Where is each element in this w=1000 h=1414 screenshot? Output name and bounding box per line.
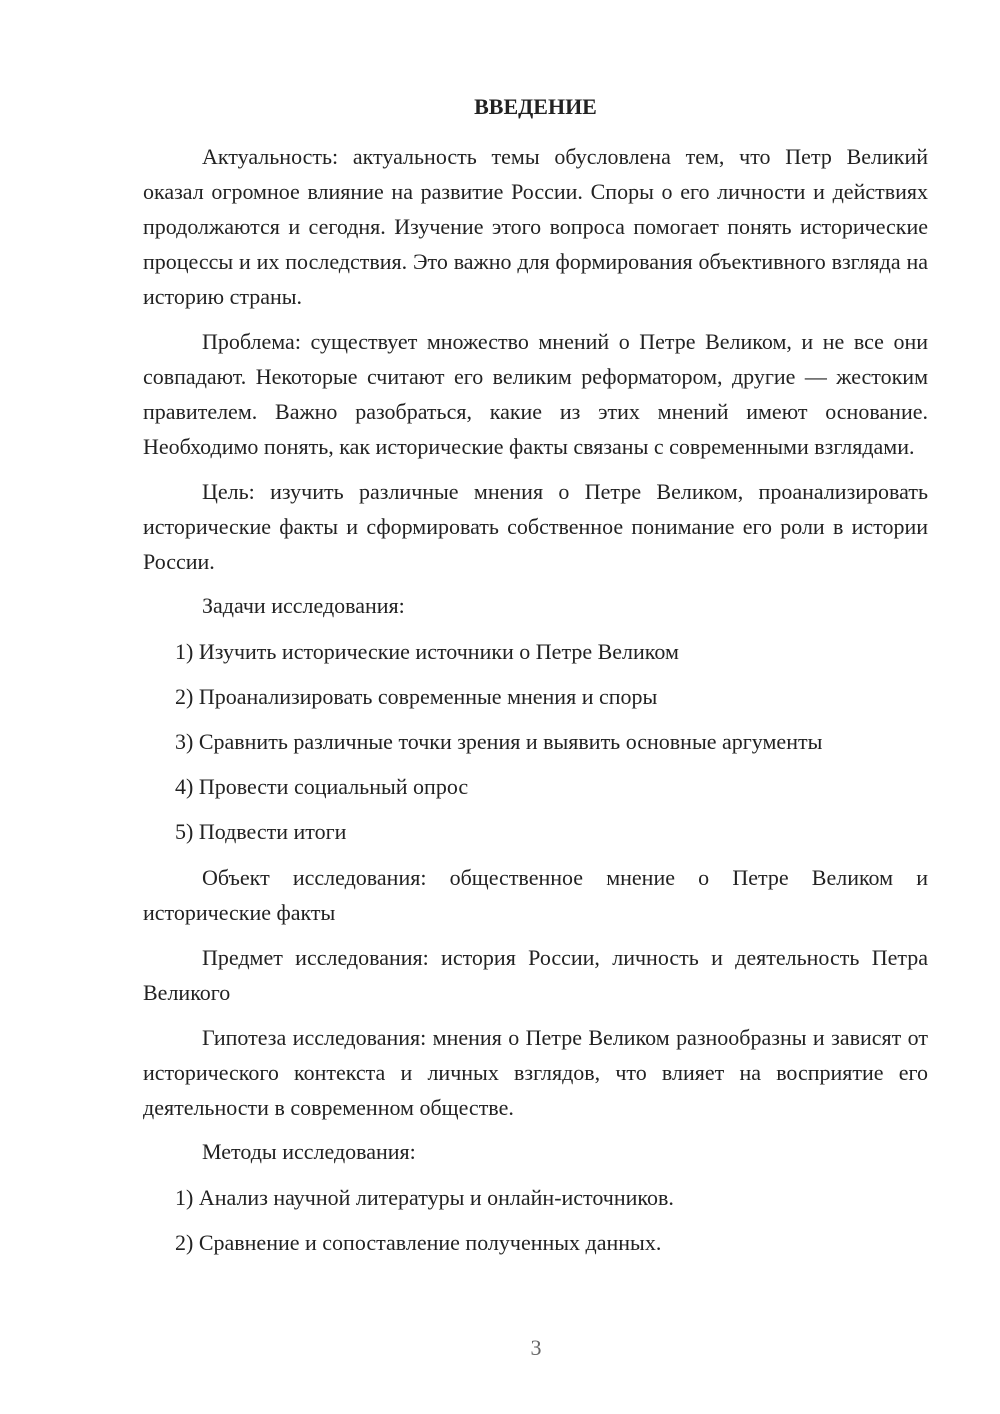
tasks-list: [143, 635, 928, 849]
tasks-label: Задачи исследования:: [202, 593, 405, 618]
document-page: [143, 92, 928, 1271]
method-item-1: 1) Анализ научной литературы и онлайн-источников.: [175, 1185, 674, 1210]
hypothesis-paragraph: Гипотеза исследования: мнения о Петре Великом разнообразны и зависят от исторического контекста и личных взглядов, что влияет на восприятие его деятельности в современном обществе.: [143, 1025, 928, 1120]
task-item-5: 5) Подвести итоги: [175, 819, 347, 844]
relevance-paragraph: Актуальность: актуальность темы обусловлена тем, что Петр Великий оказал огромное влияние на развитие России. Споры о его личности и действиях продолжаются и сегодня. Изучение этого вопроса помогает понять исторические процессы и их последствия. Это важно для формирования объективного взгляда на историю страны.: [143, 144, 928, 309]
methods-list: [143, 1181, 928, 1260]
goal-paragraph: Цель: изучить различные мнения о Петре Великом, проанализировать исторические факты и сформировать собственное понимание его роли в истории России.: [143, 479, 928, 574]
section-title: ВВЕДЕНИЕ: [474, 94, 597, 119]
task-item-1: 1) Изучить исторические источники о Петре Великом: [175, 639, 679, 664]
methods-label: Методы исследования:: [202, 1139, 416, 1164]
problem-paragraph: Проблема: существует множество мнений о Петре Великом, и не все они совпадают. Некоторые считают его великим реформатором, другие — жестоким правителем. Важно разобраться, какие из этих мнений имеют основание. Необходимо понять, как исторические факты связаны с современными взглядами.: [143, 329, 928, 459]
method-item-2: 2) Сравнение и сопоставление полученных данных.: [175, 1230, 662, 1255]
task-item-2: 2) Проанализировать современные мнения и споры: [175, 684, 658, 709]
subject-paragraph: Предмет исследования: история России, личность и деятельность Петра Великого: [143, 945, 928, 1005]
object-paragraph: Объект исследования: общественное мнение о Петре Великом и исторические факты: [143, 865, 928, 925]
task-item-3: 3) Сравнить различные точки зрения и выявить основные аргументы: [175, 729, 823, 754]
page-number: 3: [530, 1335, 542, 1360]
task-item-4: 4) Провести социальный опрос: [175, 774, 469, 799]
